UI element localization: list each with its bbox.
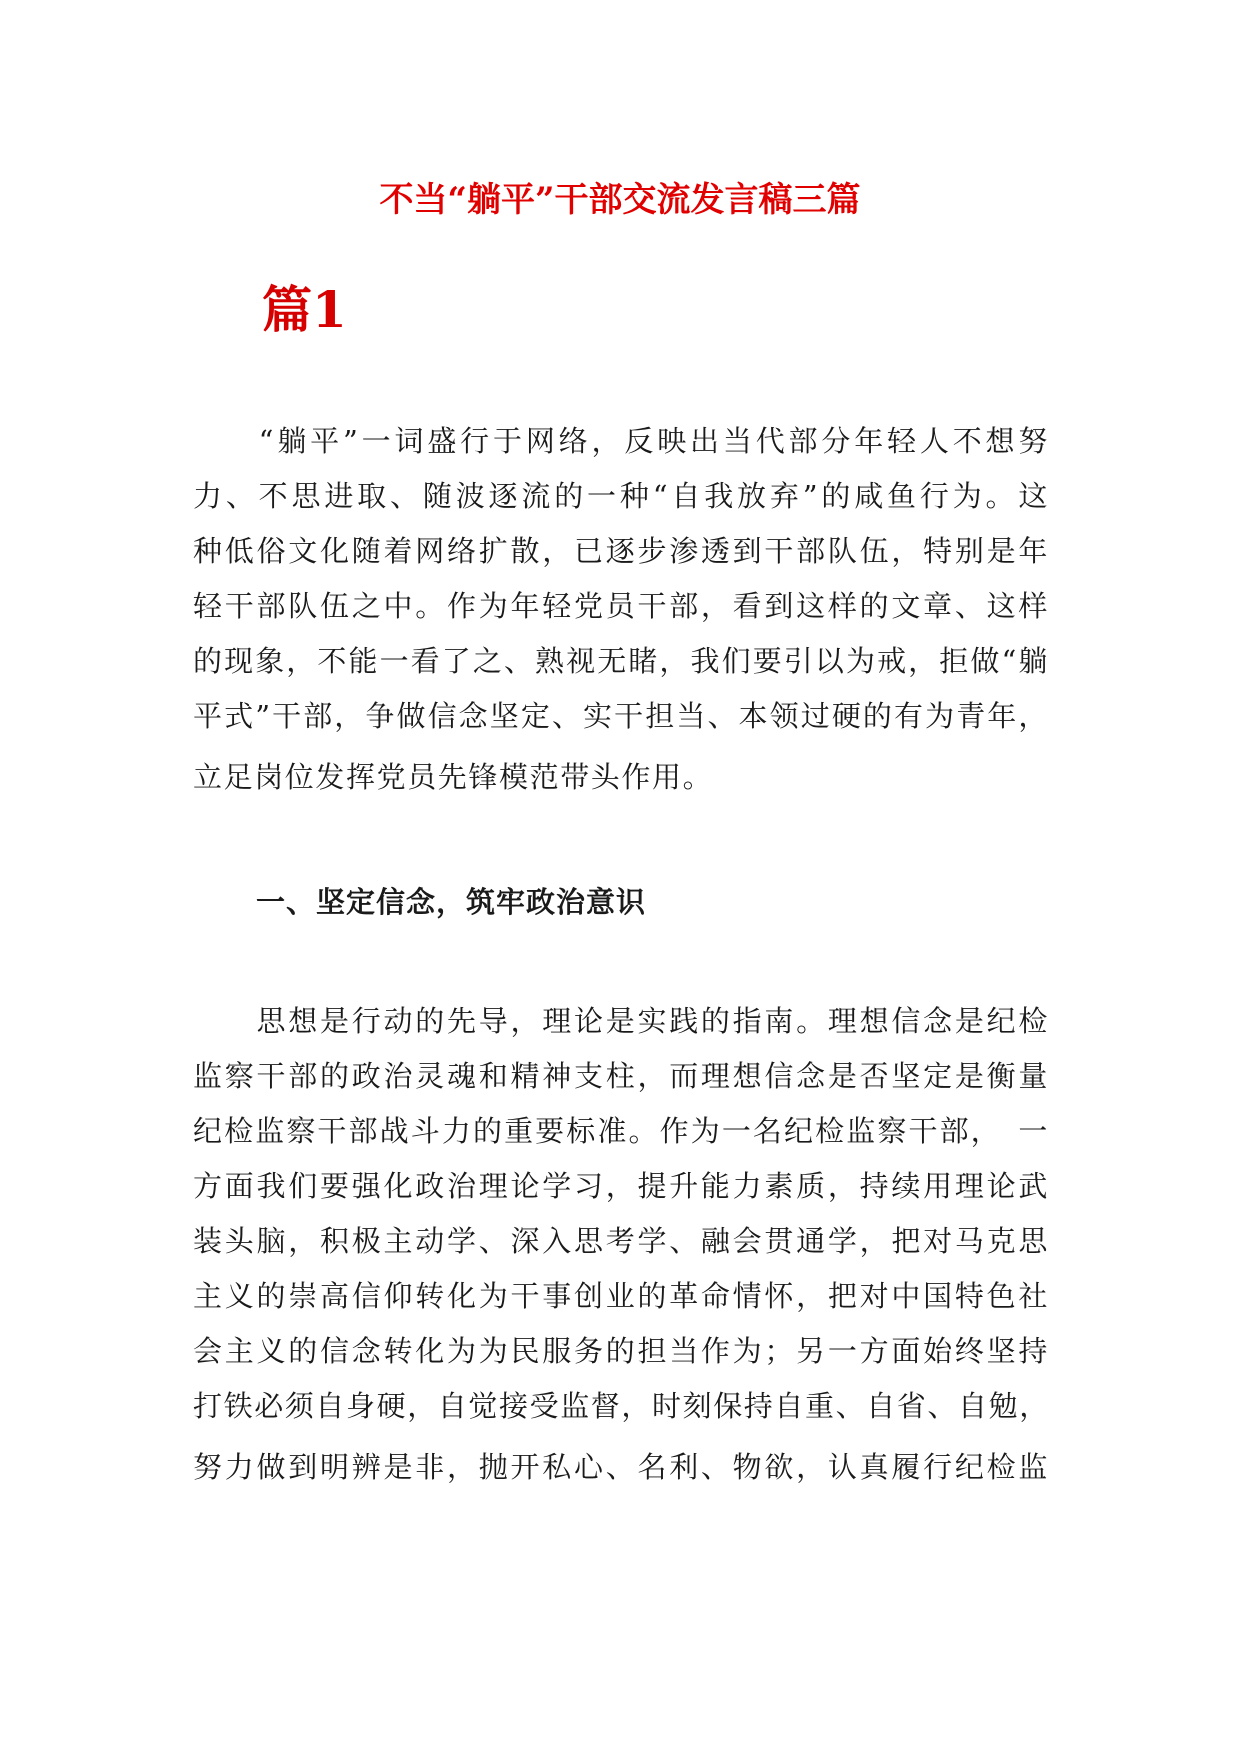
text-line: “躺平”一词盛行于网络，反映出当代部分年轻人不想努 xyxy=(193,424,1049,458)
document-title: 不当“躺平”干部交流发言稿三篇 xyxy=(379,180,861,220)
text-line: 方面我们要强化政治理论学习，提升能力素质，持续用理论武 xyxy=(193,1169,1049,1203)
text-line: 监察干部的政治灵魂和精神支柱，而理想信念是否坚定是衡量 xyxy=(193,1059,1049,1093)
text-line: 纪检监察干部战斗力的重要标准。作为一名纪检监察干部， 一 xyxy=(193,1114,1049,1148)
text-line: 的现象，不能一看了之、熟视无睹，我们要引以为戒，拒做“躺 xyxy=(193,644,1049,678)
body-paragraph xyxy=(193,994,1049,1495)
text-line: 会主义的信念转化为为民服务的担当作为；另一方面始终坚持 xyxy=(193,1334,1049,1368)
text-line: 思想是行动的先导，理论是实践的指南。理想信念是纪检 xyxy=(193,1004,1049,1038)
section-heading: 一、坚定信念，筑牢政治意识 xyxy=(256,885,647,919)
text-line: 努力做到明辨是非，抛开私心、名利、物欲，认真履行纪检监 xyxy=(193,1450,1049,1484)
text-line: 主义的崇高信仰转化为干事创业的革命情怀，把对中国特色社 xyxy=(193,1279,1049,1313)
intro-paragraph xyxy=(193,414,1049,805)
text-line: 种低俗文化随着网络扩散，已逐步渗透到干部队伍，特别是年 xyxy=(193,534,1049,568)
text-line: 装头脑，积极主动学、深入思考学、融会贯通学，把对马克思 xyxy=(193,1224,1049,1258)
text-line: 力、不思进取、随波逐流的一种“自我放弃”的咸鱼行为。这 xyxy=(193,479,1049,513)
text-line: 平式”干部，争做信念坚定、实干担当、本领过硬的有为青年， xyxy=(193,699,1049,733)
text-line: 打铁必须自身硬，自觉接受监督，时刻保持自重、自省、自勉， xyxy=(193,1389,1050,1423)
text-line: 立足岗位发挥党员先锋模范带头作用。 xyxy=(193,760,714,794)
text-line: 轻干部队伍之中。作为年轻党员干部，看到这样的文章、这样 xyxy=(193,589,1049,623)
section-label: 篇1 xyxy=(262,280,347,339)
